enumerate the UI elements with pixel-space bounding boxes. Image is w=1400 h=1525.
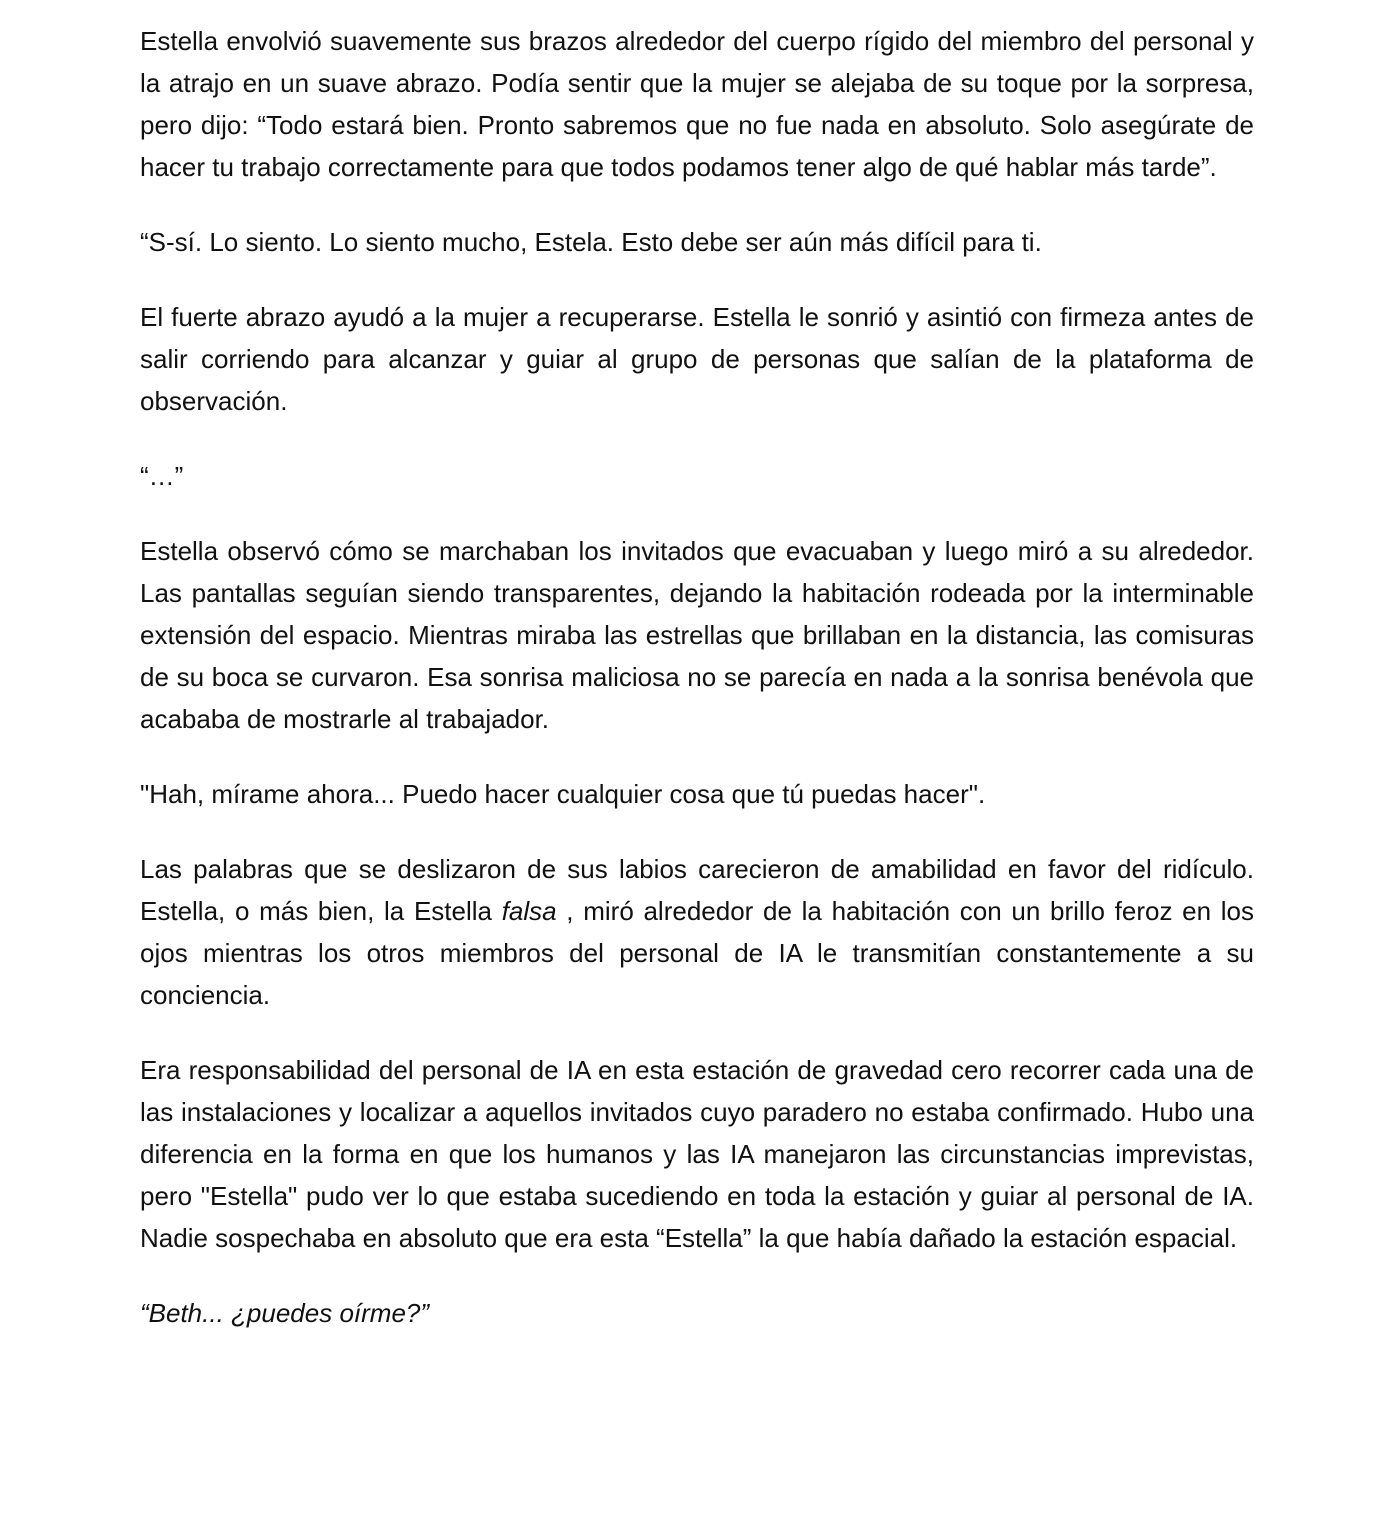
paragraph-1: Estella envolvió suavemente sus brazos alrededor del cuerpo rígido del miembro del personal y la atrajo en un suave abrazo. Podía sentir que la mujer se alejaba de su toque por la sorpresa, pero dijo: “Todo estará bien. Pronto sabremos que no fue nada en absoluto. Solo asegúrate de hacer tu trabajo correctamente para que todos podamos tener algo de qué hablar más tarde”. <box>140 26 1254 182</box>
paragraph-7 <box>140 848 1254 1016</box>
paragraph-2: “S-sí. Lo siento. Lo siento mucho, Estela. Esto debe ser aún más difícil para ti. <box>140 227 1042 257</box>
paragraph-7-end: , miró alrededor de la habitación con un brillo feroz en los ojos mientras los otros miembros del personal de IA le transmitían constantemente a su conciencia. <box>140 896 1254 1010</box>
paragraph-5: Estella observó cómo se marchaban los invitados que evacuaban y luego miró a su alrededor. Las pantallas seguían siendo transparentes, dejando la habitación rodeada por la interminable extensión del espacio. Mientras miraba las estrellas que brillaban en la distancia, las comisuras de su boca se curvaron. Esa sonrisa maliciosa no se parecía en nada a la sonrisa benévola que acababa de mostrarle al trabajador. <box>140 536 1254 734</box>
paragraph-9: “Beth... ¿puedes oírme?” <box>140 1298 430 1328</box>
emphasis-falsa: falsa <box>501 896 557 926</box>
paragraph-7-start: Las palabras que se deslizaron de sus labios carecieron de amabilidad en favor del ridículo. Estella, o más bien, la Estella <box>140 854 1254 926</box>
document-page <box>140 20 1254 1334</box>
paragraph-4: “…” <box>140 461 184 491</box>
paragraph-3: El fuerte abrazo ayudó a la mujer a recuperarse. Estella le sonrió y asintió con firmeza antes de salir corriendo para alcanzar y guiar al grupo de personas que salían de la plataforma de observación. <box>140 302 1254 416</box>
paragraph-8: Era responsabilidad del personal de IA en esta estación de gravedad cero recorrer cada una de las instalaciones y localizar a aquellos invitados cuyo paradero no estaba confirmado. Hubo una diferencia en la forma en que los humanos y las IA manejaron las circunstancias imprevistas, pero "Estella" pudo ver lo que estaba sucediendo en toda la estación y guiar al personal de IA. Nadie sospechaba en absoluto que era esta “Estella” la que había dañado la estación espacial. <box>140 1055 1254 1253</box>
paragraph-6: "Hah, mírame ahora... Puedo hacer cualquier cosa que tú puedas hacer". <box>140 779 986 809</box>
